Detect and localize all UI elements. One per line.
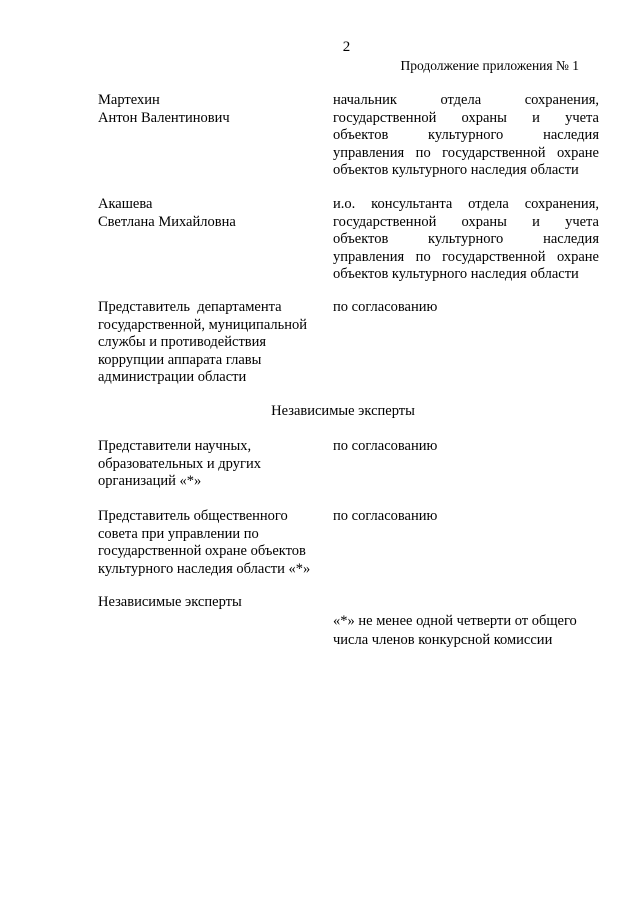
footnote-line: «*» не менее одной четверти от общего — [333, 613, 577, 629]
member-name-line: Антон Валентинович — [98, 109, 230, 126]
footnote — [333, 612, 595, 650]
expert-name-line: Представители научных, — [98, 438, 252, 454]
member-name-line: коррупции аппарата главы — [98, 351, 262, 368]
expert-name-line: культурного наследия области «*» — [98, 560, 311, 577]
member-role-line: по согласованию — [333, 299, 438, 315]
expert-name-line: совета при управлении по — [98, 525, 259, 542]
section-heading: Независимые эксперты — [271, 403, 415, 419]
member-role-line: управления по государственной охране — [333, 144, 599, 161]
member-role-line: начальник отдела сохранения, — [333, 92, 599, 108]
expert-role-line: по согласованию — [333, 508, 438, 524]
member-role — [333, 92, 599, 180]
member-role-line: объектов культурного наследия — [333, 231, 599, 247]
member-role-line: государственной охраны и учета — [333, 213, 599, 230]
member-name — [98, 299, 320, 387]
expert-name-line: Представитель общественного — [98, 508, 288, 524]
expert-name — [98, 438, 320, 491]
expert-name-line: государственной охране объектов — [98, 543, 306, 559]
member-name-line: службы и противодействия — [98, 334, 267, 350]
member-name — [98, 92, 320, 127]
member-name-line: администрации области — [98, 369, 247, 385]
member-name-line: Представитель департамента — [98, 299, 282, 315]
member-name-line: Мартехин — [98, 92, 160, 108]
member-role — [333, 196, 599, 284]
member-name — [98, 196, 320, 231]
member-name-line: Светлана Михайловна — [98, 213, 236, 230]
member-role-line: объектов культурного наследия области — [333, 162, 579, 178]
member-role-line: государственной охраны и учета — [333, 109, 599, 126]
member-role-line: управления по государственной охране — [333, 248, 599, 265]
member-role-line: объектов культурного наследия области — [333, 266, 579, 282]
member-name-line: государственной, муниципальной — [98, 316, 307, 333]
appendix-continuation-label: Продолжение приложения № 1 — [400, 58, 579, 73]
expert-name — [98, 508, 320, 578]
member-name-line: Акашева — [98, 196, 153, 212]
member-role — [333, 299, 599, 317]
member-role-line: объектов культурного наследия — [333, 127, 599, 143]
page-number: 2 — [342, 39, 351, 55]
expert-name-line: организаций «*» — [98, 473, 202, 489]
member-role-line: и.о. консультанта отдела сохранения, — [333, 196, 599, 212]
footnote-line: числа членов конкурсной комиссии — [333, 632, 553, 648]
independent-experts-label: Независимые эксперты — [98, 594, 242, 610]
expert-role — [333, 508, 599, 526]
expert-role — [333, 438, 599, 456]
expert-name-line: образовательных и других — [98, 455, 261, 472]
expert-role-line: по согласованию — [333, 438, 438, 454]
